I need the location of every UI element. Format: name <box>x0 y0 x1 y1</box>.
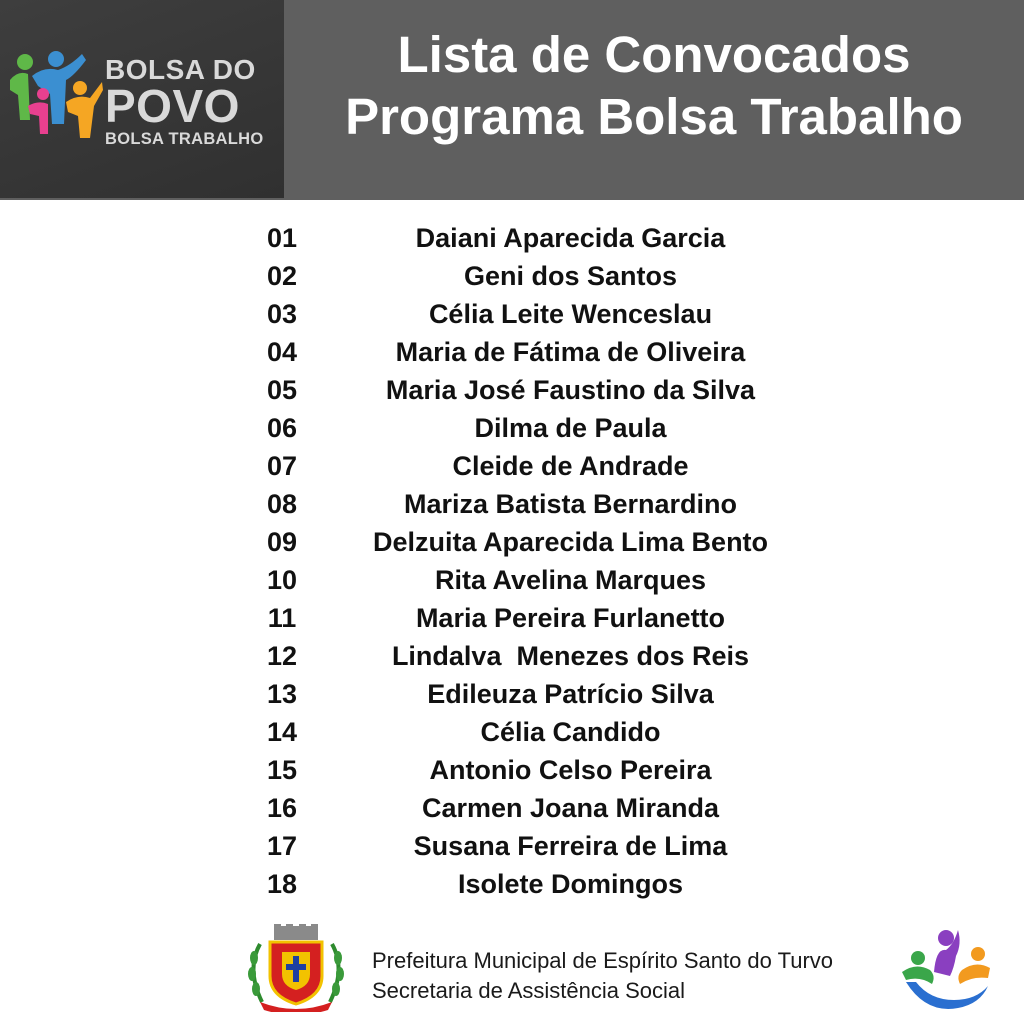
footer-institution <box>372 946 833 1006</box>
list-item <box>0 333 1024 371</box>
item-name: Cleide de Andrade <box>452 451 689 481</box>
list-item <box>0 485 1024 523</box>
page-title: Lista de Convocados <box>397 26 911 83</box>
item-number: 12 <box>266 641 298 671</box>
logo-line-bolsa-do: BOLSA DO <box>105 54 256 85</box>
list-item <box>0 751 1024 789</box>
list-item <box>0 447 1024 485</box>
footer-secretaria: Secretaria de Assistência Social <box>372 978 686 1003</box>
item-number: 04 <box>266 337 298 367</box>
item-number: 08 <box>266 489 298 519</box>
list-item <box>0 523 1024 561</box>
list-item <box>0 675 1024 713</box>
footer-prefeitura: Prefeitura Municipal de Espírito Santo do Turvo <box>372 948 834 973</box>
convocados-list <box>0 219 1024 903</box>
list-item <box>0 257 1024 295</box>
list-item <box>0 865 1024 903</box>
item-name: Mariza Batista Bernardino <box>403 489 738 519</box>
item-name: Carmen Joana Miranda <box>421 793 720 823</box>
item-name: Dilma de Paula <box>474 413 667 443</box>
item-number: 09 <box>266 527 298 557</box>
item-number: 03 <box>266 299 298 329</box>
item-number: 14 <box>266 717 298 747</box>
list-item <box>0 713 1024 751</box>
logo-line-povo: POVO <box>105 80 240 132</box>
list-item <box>0 219 1024 257</box>
list-item <box>0 295 1024 333</box>
list-item <box>0 561 1024 599</box>
municipal-crest-icon <box>242 924 350 1012</box>
header-banner <box>0 0 1024 200</box>
item-number: 18 <box>266 869 298 899</box>
item-number: 11 <box>267 603 297 633</box>
page-subtitle: Programa Bolsa Trabalho <box>345 88 963 145</box>
item-name: Susana Ferreira de Lima <box>413 831 728 861</box>
item-name: Maria Pereira Furlanetto <box>415 603 726 633</box>
item-name: Lindalva Menezes dos Reis <box>391 641 750 671</box>
item-name: Célia Leite Wenceslau <box>428 299 713 329</box>
list-item <box>0 789 1024 827</box>
item-name: Delzuita Aparecida Lima Bento <box>372 527 769 557</box>
item-number: 16 <box>266 793 298 823</box>
logo-line-bolsa-trabalho: BOLSA TRABALHO <box>105 130 264 148</box>
list-item <box>0 409 1024 447</box>
list-item <box>0 599 1024 637</box>
list-item <box>0 371 1024 409</box>
item-name: Daiani Aparecida Garcia <box>415 223 726 253</box>
item-name: Rita Avelina Marques <box>434 565 707 595</box>
item-name: Antonio Celso Pereira <box>429 755 712 785</box>
family-figures-icon <box>8 50 103 142</box>
social-assistance-emblem-icon <box>896 924 996 1014</box>
item-number: 15 <box>266 755 298 785</box>
item-name: Edileuza Patrício Silva <box>427 679 714 709</box>
item-name: Isolete Domingos <box>457 869 684 899</box>
item-name: Maria de Fátima de Oliveira <box>395 337 746 367</box>
item-number: 06 <box>266 413 298 443</box>
list-item <box>0 637 1024 675</box>
item-number: 07 <box>266 451 298 481</box>
header-titles <box>284 24 1024 148</box>
item-number: 17 <box>266 831 298 861</box>
item-name: Maria José Faustino da Silva <box>385 375 756 405</box>
item-number: 05 <box>266 375 298 405</box>
item-number: 02 <box>266 261 298 291</box>
item-name: Célia Candido <box>480 717 661 747</box>
list-item <box>0 827 1024 865</box>
bolsa-do-povo-logo <box>0 0 284 198</box>
logo-wordmark <box>105 56 264 150</box>
item-number: 10 <box>266 565 298 595</box>
item-number: 01 <box>266 223 298 253</box>
item-number: 13 <box>266 679 298 709</box>
item-name: Geni dos Santos <box>463 261 678 291</box>
